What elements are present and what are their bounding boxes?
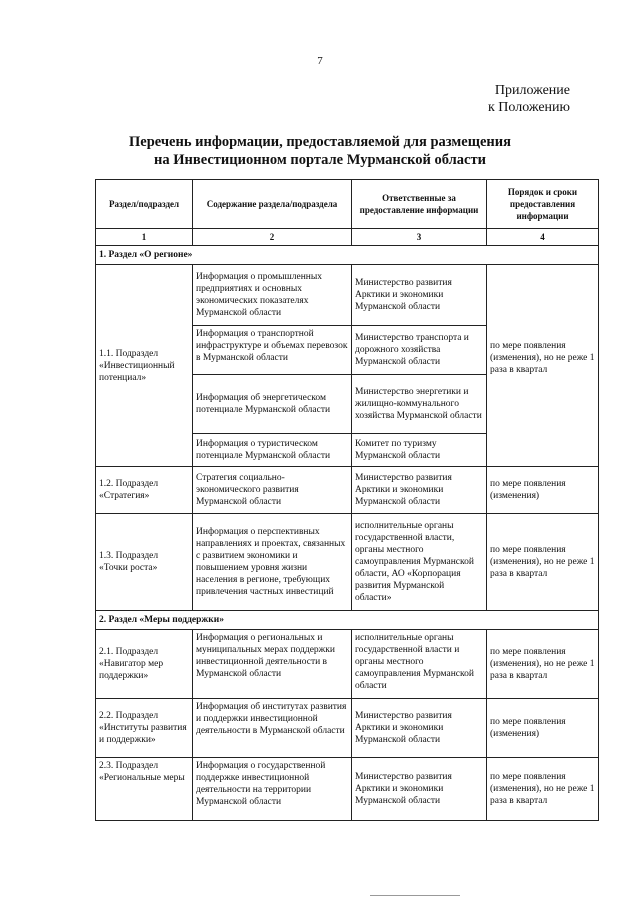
header-responsible: Ответственные за предоставление информации [352,180,487,229]
header-content: Содержание раздела/подраздела [193,180,352,229]
order-cell: по мере появления (изменения) [487,467,599,514]
responsible-cell: Министерство развития Арктики и экономики Мурманской области [352,265,487,326]
scan-mark [370,895,460,898]
section-row [96,611,599,630]
document-title [60,133,580,169]
responsible-cell: Министерство развития Арктики и экономики Мурманской области [352,699,487,758]
subsection-name: 1.1. Подраздел «Инвестиционный потенциал» [96,265,193,467]
content-cell: Информация о региональных и муниципальных мерах поддержки инвестиционной деятельности в Мурманской области [193,630,352,699]
responsible-cell: Министерство развития Арктики и экономики Мурманской области [352,758,487,821]
header-order: Порядок и сроки предоставления информации [487,180,599,229]
content-cell: Информация об энергетическом потенциале Мурманской области [193,375,352,434]
appendix-caption [488,82,570,116]
title-line-1: Перечень информации, предоставляемой для размещения [129,134,511,150]
order-cell: по мере появления (изменения) [487,699,599,758]
order-cell: по мере появления (изменения), но не реже 1 раза в квартал [487,630,599,699]
header-section: Раздел/подраздел [96,180,193,229]
column-number: 3 [352,229,487,246]
responsible-cell: Комитет по туризму Мурманской области [352,434,487,467]
column-number-row [96,229,599,246]
order-cell: по мере появления (изменения), но не реже 1 раза в квартал [487,758,599,821]
subsection-name: 1.3. Подраздел «Точки роста» [96,514,193,611]
content-cell: Информация о перспективных направлениях и проектах, связанных с развитием экономики и повышением уровня жизни населения в регионе, требующих привлечения частных инвестиций [193,514,352,611]
column-number: 1 [96,229,193,246]
title-line-2: на Инвестиционном портале Мурманской области [154,152,486,168]
responsible-cell: Министерство транспорта и дорожного хозяйства Мурманской области [352,326,487,375]
column-number: 4 [487,229,599,246]
section-title: 2. Раздел «Меры поддержки» [96,611,599,630]
table-row [96,467,599,514]
content-cell: Информация о промышленных предприятиях и основных экономических показателях Мурманской области [193,265,352,326]
responsible-cell: Министерство энергетики и жилищно-коммунального хозяйства Мурманской области [352,375,487,434]
order-cell: по мере появления (изменения), но не реже 1 раза в квартал [487,265,599,467]
page-number: 7 [317,55,323,67]
table-row [96,630,599,699]
order-cell: по мере появления (изменения), но не реже 1 раза в квартал [487,514,599,611]
table-row [96,699,599,758]
responsible-cell: исполнительные органы государственной власти, органы местного самоуправления Мурманской области, АО «Корпорация развития Мурманской области» [352,514,487,611]
subsection-name: 1.2. Подраздел «Стратегия» [96,467,193,514]
section-title: 1. Раздел «О регионе» [96,246,599,265]
subsection-name: 2.2. Подраздел «Институты развития и поддержки» [96,699,193,758]
content-cell: Информация о транспортной инфраструктуре и объемах перевозок в Мурманской области [193,326,352,375]
responsible-cell: Министерство развития Арктики и экономики Мурманской области [352,467,487,514]
appendix-line-2: к Положению [487,100,570,115]
column-number: 2 [193,229,352,246]
table-row [96,758,599,821]
content-cell: Информация о государственной поддержке инвестиционной деятельности на территории Мурманской области [193,758,352,821]
table-header-row [96,180,599,229]
table-row [96,514,599,611]
content-cell: Информация о туристическом потенциале Мурманской области [193,434,352,467]
responsible-cell: исполнительные органы государственной власти и органы местного самоуправления Мурманской области [352,630,487,699]
section-row [96,246,599,265]
subsection-name: 2.1. Подраздел «Навигатор мер поддержки» [96,630,193,699]
appendix-line-1: Приложение [494,83,570,98]
content-cell: Информация об институтах развития и поддержки инвестиционной деятельности в Мурманской области [193,699,352,758]
subsection-name: 2.3. Подраздел «Региональные меры [96,758,193,821]
content-cell: Стратегия социально-экономического развития Мурманской области [193,467,352,514]
information-table [95,179,599,821]
table-row [96,265,599,326]
